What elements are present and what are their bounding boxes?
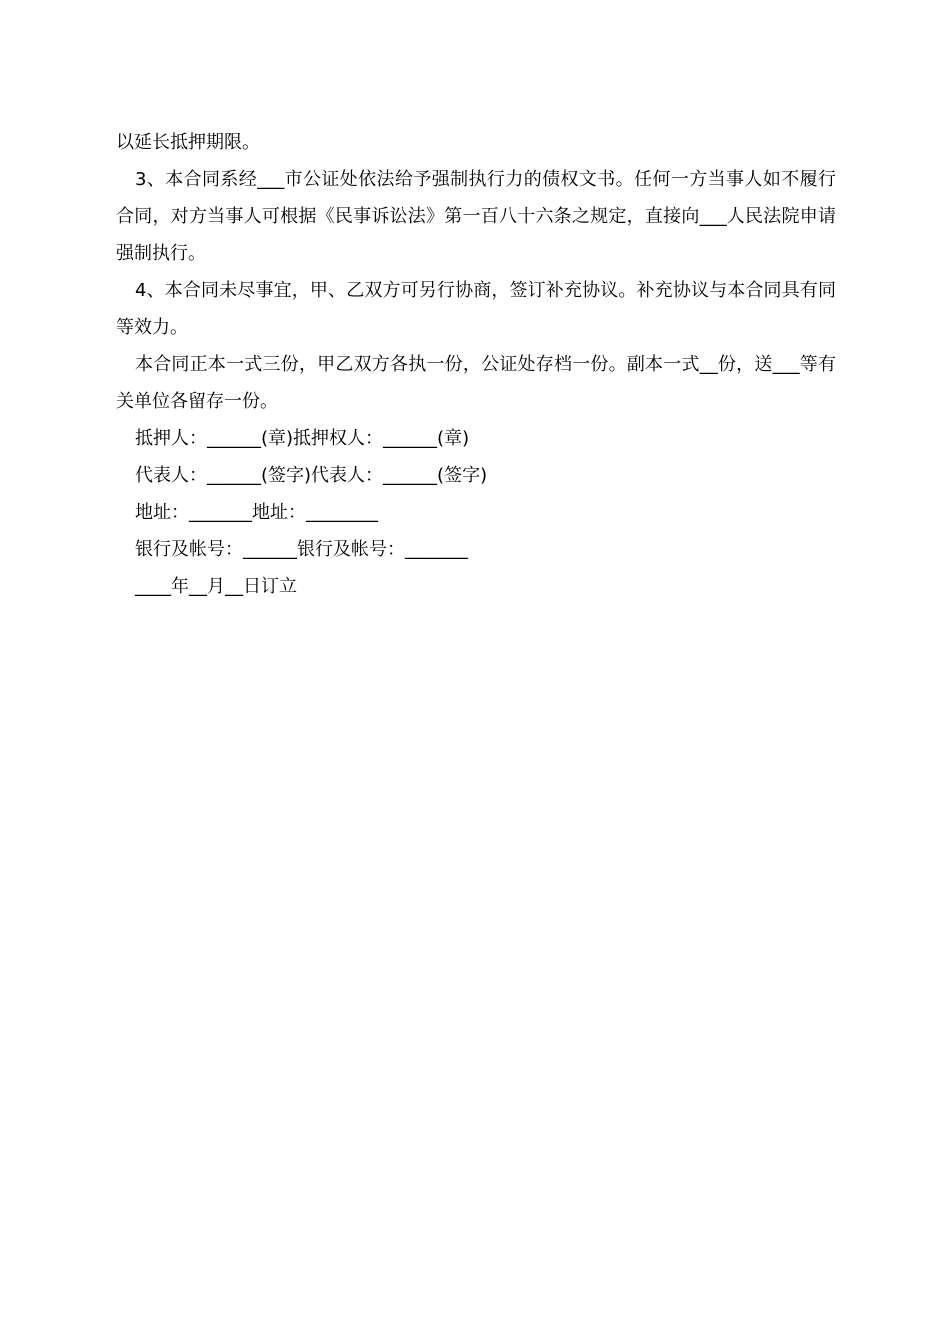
- paragraph-clause-3: 3、本合同系经___市公证处依法给予强制执行力的债权文书。任何一方当事人如不履行合同，对方当事人可根据《民事诉讼法》第一百八十六条之规定，直接向___人民法院申请强制执行。: [116, 169, 836, 264]
- document-body: [116, 124, 836, 605]
- signature-line-bank: 银行及帐号：______银行及帐号：_______: [135, 539, 468, 560]
- signature-line-address: 地址：_______地址：________: [135, 502, 378, 523]
- signature-block: [116, 420, 836, 605]
- paragraph-clause-4: 4、本合同未尽事宜，甲、乙双方可另行协商，签订补充协议。补充协议与本合同具有同等效力。: [116, 280, 836, 338]
- signature-line-date: ____年__月__日订立: [135, 576, 297, 597]
- paragraph-copies: 本合同正本一式三份，甲乙双方各执一份，公证处存档一份。副本一式__份，送___等有关单位各留存一份。: [116, 354, 836, 412]
- paragraph-continuation: 以延长抵押期限。: [116, 132, 260, 153]
- signature-line-mortgagor: 抵押人：______(章)抵押权人：______(章): [135, 428, 470, 449]
- signature-line-representative: 代表人：______(签字)代表人：______(签字): [135, 465, 488, 486]
